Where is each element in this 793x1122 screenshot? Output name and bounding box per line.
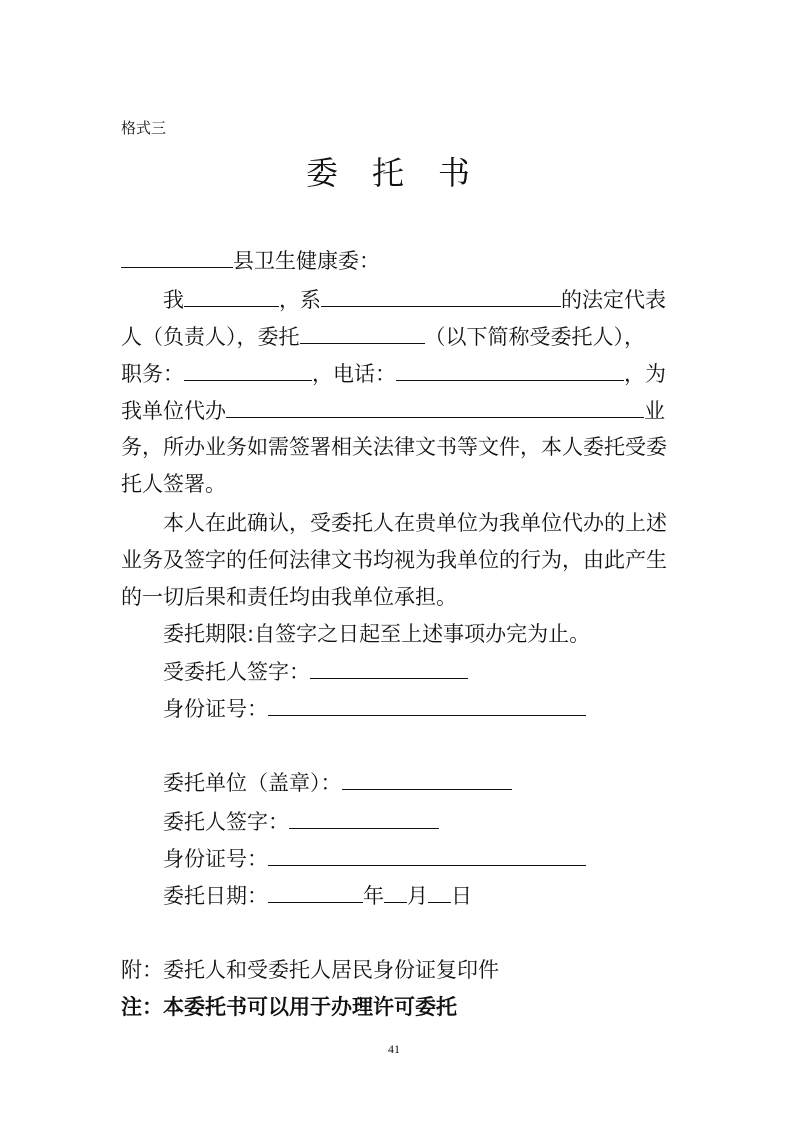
- para1-text: 的法定代表: [561, 288, 666, 312]
- year-label: 年: [363, 884, 384, 908]
- unit-seal-row: [163, 767, 512, 798]
- para1-text: （以下简称受委托人），: [424, 325, 645, 349]
- month-blank[interactable]: [384, 880, 407, 903]
- agent-sign-label: 受委托人签字：: [163, 660, 310, 684]
- principal-name-blank[interactable]: [184, 284, 279, 307]
- date-row: [163, 880, 472, 911]
- attachment-note: 附：委托人和受委托人居民身份证复印件: [121, 958, 499, 982]
- usage-note: 注：本委托书可以用于办理许可委托: [121, 995, 457, 1019]
- document-title: 委托书: [306, 154, 505, 192]
- para1-text: 职务：: [121, 362, 184, 386]
- day-label: 日: [451, 884, 472, 908]
- para1-text: ，系: [279, 288, 321, 312]
- para1-line4: [121, 395, 665, 426]
- unit-name-blank[interactable]: [321, 284, 561, 307]
- agent-id-label: 身份证号：: [163, 697, 268, 721]
- para1-line1: [163, 284, 666, 315]
- para1-text: 我: [163, 288, 184, 312]
- para1-line2: [121, 321, 645, 352]
- format-label: 格式三: [121, 119, 167, 137]
- para2-line2: 业务及签字的任何法律文书均视为我单位的行为，由此产生: [121, 548, 667, 572]
- addressee-text: 县卫生健康委：: [233, 249, 380, 273]
- phone-blank[interactable]: [396, 358, 624, 381]
- para1-line3: [121, 358, 666, 389]
- para1-text: ，电话：: [312, 362, 396, 386]
- para1-line6: 托人签署。: [121, 472, 226, 496]
- para2-line3: 的一切后果和责任均由我单位承担。: [121, 585, 457, 609]
- year-blank[interactable]: [268, 880, 363, 903]
- para1-text: ，为: [624, 362, 666, 386]
- agent-sign-blank[interactable]: [310, 656, 468, 679]
- principal-sign-label: 委托人签字：: [163, 810, 289, 834]
- para1-text: 我单位代办: [121, 399, 226, 423]
- agent-name-blank[interactable]: [300, 321, 425, 344]
- principal-id-row: [163, 843, 586, 874]
- date-label: 委托日期：: [163, 884, 268, 908]
- county-blank[interactable]: [121, 245, 233, 268]
- principal-sign-row: [163, 806, 439, 837]
- principal-sign-blank[interactable]: [289, 806, 439, 829]
- page-number: 41: [388, 1042, 400, 1056]
- para1-line5: 务，所办业务如需签署相关法律文书等文件，本人委托受委: [121, 435, 667, 459]
- principal-id-blank[interactable]: [268, 843, 586, 866]
- month-label: 月: [407, 884, 428, 908]
- agent-sign-row: [163, 656, 468, 687]
- business-blank[interactable]: [226, 395, 644, 418]
- para1-text: 业: [644, 399, 665, 423]
- addressee-line: [121, 245, 380, 276]
- unit-seal-label: 委托单位（盖章）：: [163, 771, 342, 795]
- period-line: 委托期限:自签字之日起至上述事项办完为止。: [163, 622, 591, 646]
- agent-id-row: [163, 693, 586, 724]
- day-blank[interactable]: [428, 880, 451, 903]
- agent-id-blank[interactable]: [268, 693, 586, 716]
- principal-id-label: 身份证号：: [163, 847, 268, 871]
- para1-text: 人（负责人），委托: [121, 325, 300, 349]
- para2-line1: 本人在此确认，受委托人在贵单位为我单位代办的上述: [163, 511, 667, 535]
- position-blank[interactable]: [184, 358, 312, 381]
- unit-seal-blank[interactable]: [342, 767, 512, 790]
